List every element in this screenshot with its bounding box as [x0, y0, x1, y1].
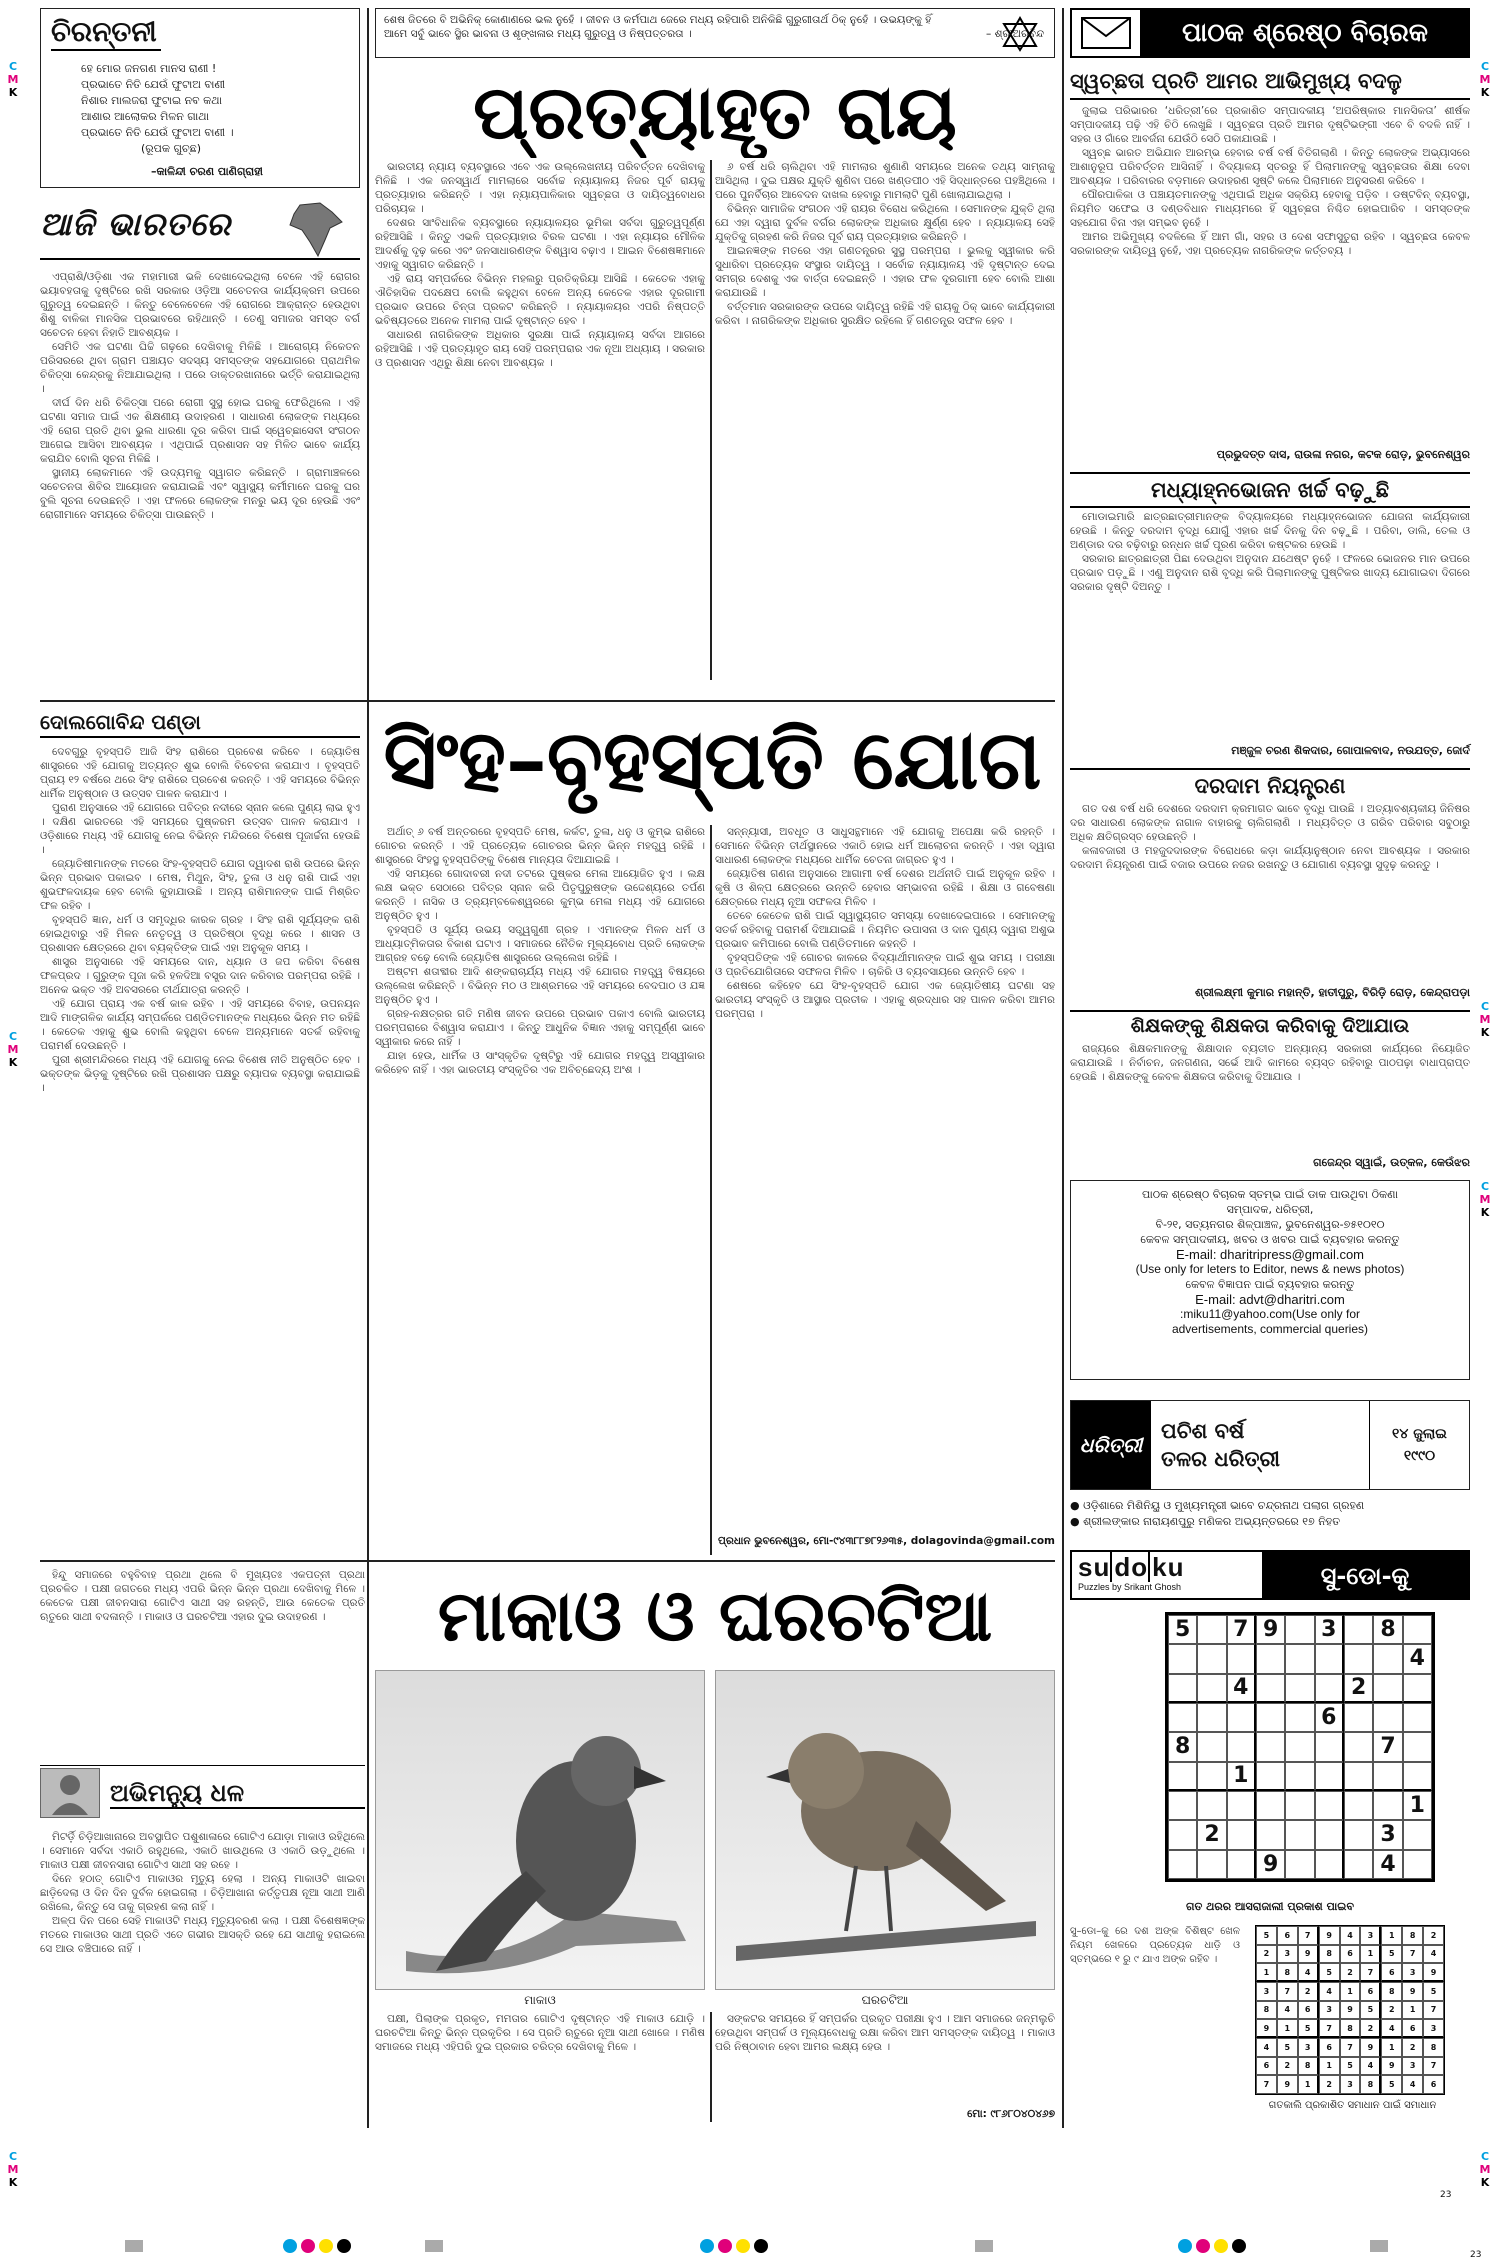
bottom-story-headline: ମାକାଓ ଓ ଘରଚଟିଆ — [437, 1574, 993, 1657]
sudoku-cell[interactable] — [1403, 1850, 1432, 1879]
answer-cell: 8 — [1423, 2038, 1444, 2057]
magenta-dot — [301, 2239, 315, 2253]
answer-cell: 1 — [1381, 1926, 1402, 1945]
contact-line: ପାଠକ ଶ୍ରେଷ୍ଠ ବିଚାରକ ସ୍ତମ୍ଭ ପାଇଁ ଡାକ ପାଉଥିବା ଠିକଣା — [1142, 1188, 1398, 1201]
answer-cell: 2 — [1319, 2075, 1340, 2094]
answer-cell: 7 — [1340, 2038, 1361, 2057]
pachisha-box — [1070, 1400, 1470, 1490]
answer-cell: 7 — [1360, 1963, 1381, 1982]
adv-line: କେବଳ ବିଜ୍ଞାପନ ପାଇଁ ବ୍ୟବହାର କରନ୍ତୁ — [1185, 1278, 1355, 1291]
sudoku-cell[interactable] — [1256, 1791, 1285, 1820]
answer-cell: 9 — [1423, 1963, 1444, 1982]
sudoku-cell[interactable] — [1285, 1732, 1314, 1761]
cyan-dot — [283, 2239, 297, 2253]
sudoku-brand-sub: Puzzles by Srikant Ghosh — [1078, 1582, 1182, 1592]
sudoku-cell[interactable] — [1285, 1674, 1314, 1703]
editorial-col-1: ଭାରତୀୟ ନ୍ୟାୟ ବ୍ୟବସ୍ଥାରେ ଏବେ ଏକ ଉଲ୍ଲେଖନୀୟ ପରିବର୍ତ୍ତନ ଦେଖିବାକୁ ମିଳିଛି । ଏକ ଜନସ୍ୱାର୍ଥ ମାମଲାରେ ସର୍ବୋଚ୍ଚ ନ୍ୟାୟାଳୟ ନିଜର ପୂର୍ବ ରାୟକୁ ପ୍ରତ୍ୟାହାର କରିଛନ୍ତି । ଏହା ନ୍ୟାୟପାଳିକାର ସ୍ୱଚ୍ଛତା ଓ ଦାୟିତ୍ୱବୋଧର ପରିଚାୟକ । ଦେଶର ସାଂବିଧାନିକ ବ୍ୟବସ୍ଥାରେ ନ୍ୟାୟାଳୟର ଭୂମିକା ସର୍ବଦା ଗୁରୁତ୍ୱପୂର୍ଣ୍ଣ ରହିଆସିଛି । କିନ୍ତୁ ଏଭଳି ପ୍ରତ୍ୟାହାର ବିରଳ ଘଟଣା । ଏହା ନ୍ୟାୟର ମୌଳିକ ଆଦର୍ଶକୁ ଦୃଢ଼ କରେ ଏବଂ ଜନସାଧାରଣଙ୍କ ବିଶ୍ୱାସ ବଢ଼ାଏ । ଆଇନ ବିଶେଷଜ୍ଞମାନେ ଏହାକୁ ସ୍ୱାଗତ କରିଛନ୍ତି । ଏହି ରାୟ ସମ୍ପର୍କରେ ବିଭିନ୍ନ ମହଲରୁ ପ୍ରତିକ୍ରିୟା ଆସିଛି । କେତେକ ଏହାକୁ ଐତିହାସିକ ପଦକ୍ଷେପ ବୋଲି କହୁଥିବା ବେଳେ ଅନ୍ୟ କେତେକ ଏହାର ଦୂରଗାମୀ ପ୍ରଭାବ ଉପରେ ଚିନ୍ତା ପ୍ରକଟ କରିଛନ୍ତି । ନ୍ୟାୟାଳୟର ଏପରି ନିଷ୍ପତ୍ତି ଭବିଷ୍ୟତରେ ଅନେକ ମାମଲା ପାଇଁ ଦୃଷ୍ଟାନ୍ତ ହେବ । ସାଧାରଣ ନାଗରିକଙ୍କ ଅଧିକାର ସୁରକ୍ଷା ପାଇଁ ନ୍ୟାୟାଳୟ ସର୍ବଦା ଆଗରେ ରହିଆସିଛି । ଏହି ପ୍ରତ୍ୟାହୃତ ରାୟ ସେହି ପରମ୍ପରାର ଏକ ନୂଆ ଅଧ୍ୟାୟ । ସରକାର ଓ ପ୍ରଶାସନ ଏଥିରୁ ଶିକ୍ଷା ନେବା ଆବଶ୍ୟକ । — [375, 161, 705, 369]
yellow-dot — [736, 2239, 750, 2253]
answer-cell: 3 — [1360, 1926, 1381, 1945]
answer-cell: 4 — [1340, 1926, 1361, 1945]
india-map-icon — [280, 200, 350, 260]
sudoku-cell[interactable] — [1285, 1644, 1314, 1673]
answer-cell: 9 — [1402, 1982, 1423, 2001]
sudoku-cell[interactable] — [1197, 1674, 1226, 1703]
answer-cell: 8 — [1277, 1963, 1298, 1982]
article2-sign: ମଞ୍ଜୁଳ ଚରଣ ଶିକଦାର, ଗୋପାଳବାଦ, ନଉଯତ୍ତ, ଜୋର୍ଦ — [1231, 744, 1470, 757]
sudoku-cell[interactable] — [1168, 1762, 1197, 1791]
sudoku-cell[interactable] — [1197, 1850, 1226, 1879]
sudoku-cell[interactable]: 1 — [1403, 1791, 1432, 1820]
star-emblem-icon — [1000, 14, 1040, 54]
answer-cell: 2 — [1402, 2038, 1423, 2057]
sudoku-cell[interactable]: 9 — [1256, 1850, 1285, 1879]
chirantani-title: ଚିରନ୍ତନୀ — [51, 15, 161, 51]
sudoku-cell[interactable]: 5 — [1168, 1615, 1197, 1644]
sudoku-rules — [1070, 1925, 1240, 2115]
sudoku-cell[interactable] — [1168, 1674, 1197, 1703]
sudoku-cell[interactable] — [1168, 1791, 1197, 1820]
sudoku-cell[interactable] — [1373, 1644, 1402, 1673]
sudoku-brand — [1078, 1552, 1262, 1582]
poem-line: ପ୍ରଭାତେ ନିତି ଯେଉଁ ଫୁଟାଅ ବାଣୀ । — [81, 126, 234, 139]
sudoku-cell[interactable] — [1168, 1820, 1197, 1849]
answer-cell: 9 — [1298, 1945, 1319, 1964]
answer-cell: 4 — [1298, 1963, 1319, 1982]
poem-line: ହେ ମୋର ଜନଗଣ ମାନସ ରାଣୀ ! — [81, 62, 217, 75]
sudoku-cell[interactable] — [1344, 1644, 1373, 1673]
sudoku-cell[interactable] — [1256, 1732, 1285, 1761]
left-story-headline: ସିଂହ–ବୃହସ୍ପତି ଯୋଗ — [383, 712, 1042, 808]
pathaka-title: ପାଠକ ଶ୍ରେଷ୍ଠ ବିଚାରକ — [1142, 10, 1468, 56]
sudoku-cell[interactable] — [1344, 1850, 1373, 1879]
left-story-col-1: ଦେବଗୁରୁ ବୃହସ୍ପତି ଆଜି ସିଂହ ରାଶିରେ ପ୍ରବେଶ କରିବେ । ଜ୍ୟୋତିଷ ଶାସ୍ତ୍ରରେ ଏହି ଯୋଗକୁ ଅତ୍ୟନ୍ତ ଶୁଭ ବୋଲି ବିବେଚନା କରାଯାଏ । ବୃହସ୍ପତି ପ୍ରାୟ ୧୨ ବର୍ଷରେ ଥରେ ସିଂହ ରାଶିରେ ପ୍ରବେଶ କରନ୍ତି । ଏହି ସମୟରେ ବିଭିନ୍ନ ଧାର୍ମିକ ଅନୁଷ୍ଠାନ ଓ ଉତ୍ସବ ପାଳନ କରାଯାଏ । ପୁରାଣ ଅନୁସାରେ ଏହି ଯୋଗରେ ପବିତ୍ର ନଦୀରେ ସ୍ନାନ କଲେ ପୁଣ୍ୟ ଲାଭ ହୁଏ । ଦକ୍ଷିଣ ଭାରତରେ ଏହି ସମୟରେ ପୁଷ୍କରମ ଉତ୍ସବ ପାଳନ କରାଯାଏ । ଓଡ଼ିଶାରେ ମଧ୍ୟ ଏହି ଯୋଗକୁ ନେଇ ବିଭିନ୍ନ ମନ୍ଦିରରେ ବିଶେଷ ପୂଜାର୍ଚ୍ଚନା ହେଉଛି । ଜ୍ୟୋତିଷୀମାନଙ୍କ ମତରେ ସିଂହ-ବୃହସ୍ପତି ଯୋଗ ଦ୍ୱାଦଶ ରାଶି ଉପରେ ଭିନ୍ନ ଭିନ୍ନ ପ୍ରଭାବ ପକାଇବ । ମେଷ, ମିଥୁନ, ସିଂହ, ତୁଳା ଓ ଧନୁ ରାଶି ପାଇଁ ଏହା ଶୁଭଫଳଦାୟକ ହେବ ବୋଲି କୁହାଯାଉଛି । ଅନ୍ୟ ରାଶିମାନଙ୍କ ପାଇଁ ମିଶ୍ରିତ ଫଳ ରହିବ । ବୃହସ୍ପତି ଜ୍ଞାନ, ଧର୍ମ ଓ ସମୃଦ୍ଧିର କାରକ ଗ୍ରହ । ସିଂହ ରାଶି ସୂର୍ଯ୍ୟଙ୍କ ରାଶି ହୋଇଥିବାରୁ ଏହି ମିଳନ ନେତୃତ୍ୱ ଓ ପ୍ରତିଷ୍ଠା ବୃଦ୍ଧି କରେ । ଶାସନ ଓ ପ୍ରଶାସନ କ୍ଷେତ୍ରରେ ଥିବା ବ୍ୟକ୍ତିଙ୍କ ପାଇଁ ଏହା ଅନୁକୂଳ ସମୟ । ଶାସ୍ତ୍ର ଅନୁସାରେ ଏହି ସମୟରେ ଦାନ, ଧ୍ୟାନ ଓ ଜପ କରିବା ବିଶେଷ ଫଳପ୍ରଦ । ଗୁରୁଙ୍କ ପୂଜା କରି ହଳଦିଆ ବସ୍ତ୍ର ଦାନ କରିବାର ପରମ୍ପରା ରହିଛି । ଅନେକ ଭକ୍ତ ଏହି ଅବସରରେ ତୀର୍ଥଯାତ୍ରା କରନ୍ତି । ଏହି ଯୋଗ ପ୍ରାୟ ଏକ ବର୍ଷ କାଳ ରହିବ । ଏହି ସମୟରେ ବିବାହ, ଉପନୟନ ଆଦି ମାଙ୍ଗଳିକ କାର୍ଯ୍ୟ ସମ୍ପର୍କରେ ପଣ୍ଡିତମାନଙ୍କ ମଧ୍ୟରେ ଭିନ୍ନ ମତ ରହିଛି । କେତେକ ଏହାକୁ ଶୁଭ ବୋଲି କହୁଥିବା ବେଳେ ଅନ୍ୟମାନେ ସତର୍କ ରହିବାକୁ ପରାମର୍ଶ ଦେଉଛନ୍ତି । ପୁରୀ ଶ୍ରୀମନ୍ଦିରରେ ମଧ୍ୟ ଏହି ଯୋଗକୁ ନେଇ ବିଶେଷ ନୀତି ଅନୁଷ୍ଠିତ ହେବ । ଭକ୍ତଙ୍କ ଭିଡ଼କୁ ଦୃଷ୍ଟିରେ ରଖି ପ୍ରଶାସନ ପକ୍ଷରୁ ବ୍ୟାପକ ବ୍ୟବସ୍ଥା କରାଯାଇଛି । — [40, 746, 360, 1094]
sudoku-cell[interactable]: 8 — [1168, 1732, 1197, 1761]
sudoku-cell[interactable] — [1315, 1644, 1344, 1673]
aji-bharat-text: ଆଜି ଭାରତରେ — [40, 205, 232, 243]
article2-body: ମୋଡାଇମାରି ଛାତ୍ରଛାତ୍ରୀମାନଙ୍କ ବିଦ୍ୟାଳୟରେ ମଧ୍ୟାହ୍ନଭୋଜନ ଯୋଜନା କାର୍ଯ୍ୟକାରୀ ହେଉଛି । କିନ୍ତୁ ଦରଦାମ ବୃଦ୍ଧି ଯୋଗୁଁ ଏହାର ଖର୍ଚ୍ଚ ଦିନକୁ ଦିନ ବଢ଼ୁଛି । ପରିବା, ଡାଲି, ତେଲ ଓ ଅଣ୍ଡାର ଦର ବଢ଼ିବାରୁ ରନ୍ଧନ ଖର୍ଚ୍ଚ ପୂରଣ କରିବା କଷ୍ଟକର ହେଉଛି । ସରକାର ଛାତ୍ରଛାତ୍ରୀ ପିଛା ଦେଉଥିବା ଅନୁଦାନ ଯଥେଷ୍ଟ ନୁହେଁ । ଫଳରେ ଭୋଜନର ମାନ ଉପରେ ପ୍ରଭାବ ପଡ଼ୁଛି । ଏଣୁ ଅନୁଦାନ ରାଶି ବୃଦ୍ଧି କରି ପିଲାମାନଙ୍କୁ ପୁଷ୍ଟିକର ଖାଦ୍ୟ ଯୋଗାଇବା ଦିଗରେ ସରକାର ଦୃଷ୍ଟି ଦିଅନ୍ତୁ । — [1070, 511, 1470, 593]
sudoku-cell[interactable]: 7 — [1227, 1615, 1256, 1644]
page-number-corner: 23 — [1470, 2250, 1482, 2260]
sudoku-cell[interactable] — [1256, 1644, 1285, 1673]
reg-mark-left-bottom: C M K — [7, 2150, 19, 2189]
sudoku-cell[interactable] — [1285, 1820, 1314, 1849]
answer-cell: 8 — [1381, 1982, 1402, 2001]
sudoku-cell[interactable]: 2 — [1197, 1820, 1226, 1849]
article1-sign: ପ୍ରଭୁଦତ୍ତ ଦାସ, ରାଉଳା ନଗର, କଟକ ରୋଡ଼, ଭୁବନେଶ୍ୱର — [1216, 448, 1470, 461]
sudoku-cell[interactable] — [1227, 1732, 1256, 1761]
answer-cell: 1 — [1319, 2057, 1340, 2076]
answer-cell: 6 — [1423, 2075, 1444, 2094]
answer-cell: 9 — [1256, 2019, 1277, 2038]
sudoku-cell[interactable] — [1197, 1732, 1226, 1761]
email-yahoo-note: advertisements, commercial queries) — [1171, 1322, 1369, 1336]
contact-line: ବି-୨୧, ସତ୍ୟନଗର ଶିଳ୍ପାଞ୍ଚଳ, ଭୁବନେଶ୍ୱର-୭୫୧୦୧୦ — [1155, 1218, 1385, 1231]
sudoku-cell[interactable] — [1344, 1820, 1373, 1849]
answer-cell: 4 — [1402, 2075, 1423, 2094]
sudoku-cell[interactable] — [1285, 1762, 1314, 1791]
aji-bharat-logo — [40, 205, 360, 260]
sudoku-cell[interactable]: 7 — [1373, 1732, 1402, 1761]
bullet-text: ଓଡ଼ିଶାରେ ମିଶିନିୟୁ ଓ ମୁଖ୍ୟମନ୍ତ୍ରୀ ଭାବେ ଚନ୍ଦ୍ରନାଥ ପଲାଗ ଗ୍ରହଣ — [1083, 1499, 1365, 1512]
answer-cell: 9 — [1381, 2057, 1402, 2076]
sudoku-odia-title: ସୁ-ଡୋ-କୁ — [1262, 1552, 1468, 1598]
left-story-col-3: ସନ୍ନ୍ୟାସୀ, ଅବଧୂତ ଓ ସାଧୁସନ୍ଥମାନେ ଏହି ଯୋଗକୁ ଅପେକ୍ଷା କରି ରହନ୍ତି । ସେମାନେ ବିଭିନ୍ନ ତୀର୍ଥସ୍ଥାନରେ ଏକାଠି ହୋଇ ଧର୍ମ ଆଲୋଚନା କରନ୍ତି । ଏହା ଦ୍ୱାରା ସାଧାରଣ ଲୋକଙ୍କ ମଧ୍ୟରେ ଧାର୍ମିକ ଚେତନା ଜାଗ୍ରତ ହୁଏ । ଜ୍ୟୋତିଷ ଗଣନା ଅନୁସାରେ ଆଗାମୀ ବର୍ଷ ଦେଶର ଅର୍ଥନୀତି ପାଇଁ ଅନୁକୂଳ ରହିବ । କୃଷି ଓ ଶିଳ୍ପ କ୍ଷେତ୍ରରେ ଉନ୍ନତି ହେବାର ସମ୍ଭାବନା ରହିଛି । ଶିକ୍ଷା ଓ ଗବେଷଣା କ୍ଷେତ୍ରରେ ମଧ୍ୟ ନୂଆ ସଫଳତା ମିଳିବ । ତେବେ କେତେକ ରାଶି ପାଇଁ ସ୍ୱାସ୍ଥ୍ୟଗତ ସମସ୍ୟା ଦେଖାଦେଇପାରେ । ସେମାନଙ୍କୁ ସତର୍କ ରହିବାକୁ ପରାମର୍ଶ ଦିଆଯାଇଛି । ନିୟମିତ ଉପାସନା ଓ ଦାନ ପୁଣ୍ୟ ଦ୍ୱାରା ଅଶୁଭ ପ୍ରଭାବ କମିପାରେ ବୋଲି ପଣ୍ଡିତମାନେ କହନ୍ତି । ବୃହସ୍ପତିଙ୍କ ଏହି ଗୋଚର କାଳରେ ବିଦ୍ୟାର୍ଥୀମାନଙ୍କ ପାଇଁ ଶୁଭ ସମୟ । ପରୀକ୍ଷା ଓ ପ୍ରତିଯୋଗିତାରେ ସଫଳତା ମିଳିବ । ଚାକିରି ଓ ବ୍ୟବସାୟରେ ଉନ୍ନତି ହେବ । ଶେଷରେ କହିହେବ ଯେ ସିଂହ-ବୃହସ୍ପତି ଯୋଗ ଏକ ଜ୍ୟୋତିଷୀୟ ଘଟଣା ସହ ଭାରତୀୟ ସଂସ୍କୃତି ଓ ଆସ୍ଥାର ପ୍ରତୀକ । ଏହାକୁ ଶ୍ରଦ୍ଧାର ସହ ପାଳନ କରିବା ଆମର ପରମ୍ପରା । — [715, 826, 1055, 1020]
sudoku-cell[interactable]: 4 — [1373, 1850, 1402, 1879]
email-yahoo[interactable]: :miku11@yahoo.com(Use only for — [1179, 1307, 1361, 1321]
gray-swatch — [975, 2240, 993, 2252]
brand-ku: ku — [1148, 1552, 1184, 1582]
answer-cell: 1 — [1277, 2019, 1298, 2038]
article4-body: ରାଜ୍ୟରେ ଶିକ୍ଷକମାନଙ୍କୁ ଶିକ୍ଷାଦାନ ବ୍ୟତୀତ ଅନ୍ୟାନ୍ୟ ସରକାରୀ କାର୍ଯ୍ୟରେ ନିୟୋଜିତ କରାଯାଉଛି । ନିର୍ବାଚନ, ଜନଗଣନା, ସର୍ଭେ ଆଦି କାମରେ ବ୍ୟସ୍ତ ରହିବାରୁ ପାଠପଢ଼ା ବାଧାପ୍ରାପ୍ତ ହେଉଛି । ଶିକ୍ଷକଙ୍କୁ କେବଳ ଶିକ୍ଷକତା କରିବାକୁ ଦିଆଯାଉ । — [1070, 1043, 1470, 1083]
sudoku-cell[interactable] — [1197, 1762, 1226, 1791]
sudoku-cell[interactable] — [1227, 1791, 1256, 1820]
answer-cell: 5 — [1277, 2038, 1298, 2057]
answer-cell: 4 — [1423, 1945, 1444, 1964]
magenta-dot — [1196, 2239, 1210, 2253]
sudoku-cell[interactable]: 1 — [1227, 1762, 1256, 1791]
answer-cell: 2 — [1423, 1926, 1444, 1945]
sudoku-cell[interactable] — [1403, 1674, 1432, 1703]
black-dot — [1232, 2239, 1246, 2253]
quote-author: – ଶ୍ରୀଅରବିନ୍ଦ — [986, 28, 1044, 40]
sudoku-cell[interactable]: 2 — [1344, 1674, 1373, 1703]
answer-cell: 3 — [1319, 2001, 1340, 2020]
sudoku-cell[interactable] — [1256, 1703, 1285, 1732]
pachisha-line2: ତଳର ଧରିତ୍ରୀ — [1161, 1446, 1280, 1471]
bullet-item: ● ଓଡ଼ିଶାରେ ମିଶିନିୟୁ ଓ ମୁଖ୍ୟମନ୍ତ୍ରୀ ଭାବେ ଚନ୍ଦ୍ରନାଥ ପଲାଗ ଗ୍ରହଣ — [1070, 1499, 1365, 1512]
cyan-dot — [1178, 2239, 1192, 2253]
answer-cell: 5 — [1319, 1963, 1340, 1982]
answer-cell: 2 — [1277, 2057, 1298, 2076]
sudoku-grid[interactable] — [1165, 1612, 1435, 1882]
poem-author: –କାଳିନ୍ଦୀ ଚରଣ ପାଣିଗ୍ରାହୀ — [151, 165, 263, 178]
chirantani-box — [40, 8, 360, 188]
answer-cell: 3 — [1340, 2075, 1361, 2094]
answer-cell: 8 — [1319, 1945, 1340, 1964]
article1-title: ସ୍ୱଚ୍ଛତା ପ୍ରତି ଆମର ଆଭିମୁଖ୍ୟ ବଦଳୁ — [1070, 68, 1470, 100]
answer-cell: 5 — [1256, 1926, 1277, 1945]
answer-cell: 3 — [1256, 1982, 1277, 2001]
answer-cell: 9 — [1319, 1926, 1340, 1945]
article4-title: ଶିକ୍ଷକଙ୍କୁ ଶିକ୍ଷକତା କରିବାକୁ ଦିଆଯାଉ — [1070, 1010, 1470, 1040]
sudoku-answer-grid — [1255, 1925, 1445, 2095]
left-story-byline: ଦୋଲଗୋବିନ୍ଦ ପଣ୍ଡା — [40, 710, 360, 738]
quote-text: ଶେଷ ଜିତରେ ବି ଅଭିନିକ୍ କୋଣାଣରେ ଭଲ ନୁହେଁ । ଜୀବନ ଓ କର୍ମପାଥ ଜେରେ ମଧ୍ୟ ରହିପାରି ଅନିକିଛି ଗୁରୁଗୀତାର୍ଥ ଠିକ୍ ନୁହେଁ । ଉଭୟଙ୍କୁ ହିଁ ଆମେ ସବୁଁ ଭାବେ ସ୍ଥିର ଭାବନା ଓ ଶୃଙ୍ଖଳାର ମଧ୍ୟ ଗୁରୁତ୍ୱ ଓ ନିଷ୍ପତ୍ତରତା । — [384, 14, 932, 40]
sudoku-cell[interactable] — [1285, 1615, 1314, 1644]
answer-cell: 4 — [1256, 2038, 1277, 2057]
sudoku-cell[interactable] — [1403, 1732, 1432, 1761]
sudoku-cell[interactable] — [1168, 1703, 1197, 1732]
sparrow-photo — [715, 1670, 1055, 1990]
answer-cell: 2 — [1340, 1963, 1361, 1982]
answer-cell: 1 — [1402, 2001, 1423, 2020]
answer-cell: 1 — [1381, 2038, 1402, 2057]
aji-bharat-body: ଏପ୍ରାଶି/ଓଡ଼ିଶା ଏକ ମହାମାରୀ ଭଳି ଦେଖାଦେଇଥିଲା ବେଳେ ଏହି ରୋଗର ଭୟାବହତାକୁ ଦୃଷ୍ଟିରେ ରଖି ସରକାର ଓଡ଼ିଆ ସଚେତନତା କାର୍ଯ୍ୟକ୍ରମ ଉପରେ ଗୁରୁତ୍ୱ ଦେଇଛନ୍ତି । କିନ୍ତୁ ବେଳେବେଳେ ଏହି ରୋଗରେ ଆକ୍ରାନ୍ତ ହେଉଥିବା ଶିଶୁ ବାଳିକା ମାନସିକ ପ୍ରଭାବରେ ରହିଥାନ୍ତି । ତେଣୁ ସମାଜର ସମସ୍ତ ବର୍ଗ ସଚେତନ ହେବା ନିହାତି ଆବଶ୍ୟକ । ସେମିତି ଏକ ଘଟଣା ଘିଚ୍ଚି ଗଢ଼ରେ ଦେଖିବାକୁ ମିଳିଛି । ଆରୋଗ୍ୟ ନିକେତନ ପରିସରରେ ଥିବା ଗ୍ରାମ ପଞ୍ଚାୟତ ସଦସ୍ୟ ସମସ୍ତଙ୍କ ସହଯୋଗରେ ପ୍ରାଥମିକ ଚିକିତ୍ସା କେନ୍ଦ୍ରକୁ ନିଆଯାଇଥିଲା । ପରେ ଡାକ୍ତରଖାନାରେ ଭର୍ତ୍ତି କରାଯାଇଥିଲା । ଦୀର୍ଘ ଦିନ ଧରି ଚିକିତ୍ସା ପରେ ରୋଗୀ ସୁସ୍ଥ ହୋଇ ଘରକୁ ଫେରିଥିଲେ । ଏହି ଘଟଣା ସମାଜ ପାଇଁ ଏକ ଶିକ୍ଷଣୀୟ ଉଦାହରଣ । ସାଧାରଣ ଲୋକଙ୍କ ମଧ୍ୟରେ ଏହି ରୋଗ ପ୍ରତି ଥିବା ଭୁଲ ଧାରଣା ଦୂର କରିବା ପାଇଁ ସ୍ୱେଚ୍ଛାସେବୀ ସଂଗଠନ ଆଗେଇ ଆସିବା ଆବଶ୍ୟକ । ଏଥିପାଇଁ ପ୍ରଶାସନ ସହ ମିଳିତ ଭାବେ କାର୍ଯ୍ୟ କରାଯିବ ବୋଲି ସୂଚନା ମିଳିଛି । ସ୍ଥାନୀୟ ଲୋକମାନେ ଏହି ଉଦ୍ୟମକୁ ସ୍ୱାଗତ କରିଛନ୍ତି । ଗ୍ରାମାଞ୍ଚଳରେ ସଚେତନତା ଶିବିର ଆୟୋଜନ କରାଯାଇଛି ଏବଂ ସ୍ୱାସ୍ଥ୍ୟ କର୍ମୀମାନେ ଘରକୁ ଘର ବୁଲି ସୂଚନା ଦେଉଛନ୍ତି । ଏହା ଫଳରେ ଲୋକଙ୍କ ମନରୁ ଭୟ ଦୂର ହେଉଛି ଏବଂ ରୋଗୀମାନେ ସମୟରେ ଚିକିତ୍ସା ପାଉଛନ୍ତି । — [40, 271, 360, 521]
left-story-contact: ପ୍ରଧାନ ଭୁବନେଶ୍ୱର, ମୋ-୯୪୩୮୮୭୮୨୬୩୫, dolagovinda@gmail.com — [718, 1535, 1055, 1547]
answer-cell: 7 — [1319, 2019, 1340, 2038]
answer-cell: 8 — [1360, 2075, 1381, 2094]
pachisha-line1: ପଚିଶ ବର୍ଷ — [1161, 1418, 1245, 1443]
article2-title: ମଧ୍ୟାହ୍ନଭୋଜନ ଖର୍ଚ୍ଚ ବଢ଼ୁଛି — [1070, 472, 1470, 508]
macaw-caption: ମାକାଓ — [524, 1993, 556, 2007]
answer-cell: 5 — [1381, 1945, 1402, 1964]
answer-cell: 7 — [1277, 1982, 1298, 2001]
editorial-col-2: ୬ ବର୍ଷ ଧରି ଚାଲିଥିବା ଏହି ମାମଲାର ଶୁଣାଣି ସମୟରେ ଅନେକ ତଥ୍ୟ ସାମ୍ନାକୁ ଆସିଥିଲା । ଦୁଇ ପକ୍ଷର ଯୁକ୍ତି ଶୁଣିବା ପରେ ଖଣ୍ଡପୀଠ ଏହି ସିଦ୍ଧାନ୍ତରେ ପହଞ୍ଚିଥିଲେ । ପରେ ପୁନର୍ବିଚାର ଆବେଦନ ଦାଖଲ ହେବାରୁ ମାମଲାଟି ପୁଣି ଖୋଲାଯାଇଥିଲା । ବିଭିନ୍ନ ସାମାଜିକ ସଂଗଠନ ଏହି ରାୟର ବିରୋଧ କରିଥିଲେ । ସେମାନଙ୍କ ଯୁକ୍ତି ଥିଲା ଯେ ଏହା ଦ୍ୱାରା ଦୁର୍ବଳ ବର୍ଗର ଲୋକଙ୍କ ଅଧିକାର କ୍ଷୁର୍ଣ୍ଣ ହେବ । ନ୍ୟାୟାଳୟ ସେହି ଯୁକ୍ତିକୁ ଗ୍ରହଣ କରି ନିଜର ପୂର୍ବ ରାୟ ପ୍ରତ୍ୟାହାର କରିଛନ୍ତି । ଆଇନଜ୍ଞଙ୍କ ମତରେ ଏହା ଗଣତନ୍ତ୍ରର ସୁସ୍ଥ ପରମ୍ପରା । ଭୁଲକୁ ସ୍ୱୀକାର କରି ସୁଧାରିବା ପ୍ରତ୍ୟେକ ସଂସ୍ଥାର ଦାୟିତ୍ୱ । ସର୍ବୋଚ୍ଚ ନ୍ୟାୟାଳୟ ଏହି ଦୃଷ୍ଟାନ୍ତ ଦେଇ ସମଗ୍ର ଦେଶକୁ ଏକ ବାର୍ତ୍ତା ଦେଇଛନ୍ତି । ଏହାର ଫଳ ଦୂରଗାମୀ ହେବ ବୋଲି ଆଶା କରାଯାଉଛି । ବର୍ତ୍ତମାନ ସରକାରଙ୍କ ଉପରେ ଦାୟିତ୍ୱ ରହିଛି ଏହି ରାୟକୁ ଠିକ୍ ଭାବେ କାର୍ଯ୍ୟକାରୀ କରିବା । ନାଗରିକଙ୍କ ଅଧିକାର ସୁରକ୍ଷିତ ରହିଲେ ହିଁ ଗଣତନ୍ତ୍ର ସଫଳ ହେବ । — [715, 161, 1055, 327]
sudoku-cell[interactable] — [1168, 1644, 1197, 1673]
pachisha-year: ୧୯୯୦ — [1403, 1448, 1436, 1464]
answer-cell: 4 — [1319, 1982, 1340, 2001]
sudoku-cell[interactable] — [1256, 1820, 1285, 1849]
answer-cell: 3 — [1423, 2019, 1444, 2038]
sudoku-cell[interactable]: 3 — [1373, 1820, 1402, 1849]
answer-cell: 1 — [1256, 1963, 1277, 1982]
bottom-story-col-2: ପକ୍ଷୀ, ପିଲାଙ୍କ ପ୍ରକୃତ, ମମତାର ଗୋଟିଏ ଦୃଷ୍ଟାନ୍ତ ଏହି ମାକାଓ ଯୋଡ଼ି । ଘରଚଟିଆ କିନ୍ତୁ ଭିନ୍ନ ପ୍ରକୃତିର । ସେ ପ୍ରତି ଋତୁରେ ନୂଆ ସାଥୀ ଖୋଜେ । ମଣିଷ ସମାଜରେ ମଧ୍ୟ ଏହିପରି ଦୁଇ ପ୍ରକାର ଚରିତ୍ର ଦେଖିବାକୁ ମିଳେ । — [375, 2013, 705, 2053]
sudoku-cell[interactable] — [1373, 1762, 1402, 1791]
sudoku-cell[interactable] — [1285, 1850, 1314, 1879]
answer-cell: 2 — [1298, 1982, 1319, 2001]
answer-cell: 9 — [1360, 2038, 1381, 2057]
article1-body: ଜୁଲାଇ ପରିଭାରର ‘ଧରିତ୍ରୀ’ରେ ପ୍ରକାଶିତ ସମ୍ପାଦକୀୟ ‘ଅପରିଷ୍କାର ମାନସିକତା’ ଶୀର୍ଷକ ସମ୍ପାଦକୀୟ ପଢ଼ି ଏହି ଚିଠି ଲେଖୁଛି । ସ୍ୱଚ୍ଛତା ପ୍ରତି ଆମର ଦୃଷ୍ଟିଭଙ୍ଗୀ ଏବେ ବି ବଦଳି ନାହିଁ । ସହର ଓ ଗାଁରେ ଆବର୍ଜନା ଯେଉଁଠି ସେଠି ପକାଯାଉଛି । ସ୍ୱଚ୍ଛ ଭାରତ ଅଭିଯାନ ଆରମ୍ଭ ହେବାର ବର୍ଷ ବର୍ଷ ବିତିଗଲାଣି । କିନ୍ତୁ ଲୋକଙ୍କ ଅଭ୍ୟାସରେ ଆଶାନୁରୂପ ପରିବର୍ତ୍ତନ ଆସିନାହିଁ । ବିଦ୍ୟାଳୟ ସ୍ତରରୁ ହିଁ ପିଲାମାନଙ୍କୁ ସ୍ୱଚ୍ଛତାର ଶିକ୍ଷା ଦେବା ଆବଶ୍ୟକ । ପରିବାରର ବଡ଼ମାନେ ଉଦାହରଣ ସୃଷ୍ଟି କଲେ ପିଲାମାନେ ଅନୁସରଣ କରିବେ । ପୌରପାଳିକା ଓ ପଞ୍ଚାୟତମାନଙ୍କୁ ଏଥିପାଇଁ ଅଧିକ ସକ୍ରିୟ ହେବାକୁ ପଡ଼ିବ । ଡଷ୍ଟବିନ୍ ବ୍ୟବସ୍ଥା, ନିୟମିତ ସଫେଇ ଓ ଦଣ୍ଡବିଧାନ ମାଧ୍ୟମରେ ହିଁ ସ୍ୱଚ୍ଛତା ନିଶ୍ଚିତ ହୋଇପାରିବ । ସମସ୍ତଙ୍କ ସହଯୋଗ ବିନା ଏହା ସମ୍ଭବ ନୁହେଁ । ଆମର ଅଭିମୁଖ୍ୟ ବଦଳିଲେ ହିଁ ଆମ ଗାଁ, ସହର ଓ ଦେଶ ସଫାସୁତୁରା ରହିବ । ସ୍ୱଚ୍ଛତା କେବଳ ସରକାରଙ୍କ ଦାୟିତ୍ୱ ନୁହେଁ, ଏହା ପ୍ରତ୍ୟେକ ନାଗରିକଙ୍କ କର୍ତ୍ତବ୍ୟ । — [1070, 105, 1470, 257]
bottom-story-intro: ହିନ୍ଦୁ ସମାଜରେ ବହୁବିବାହ ପ୍ରଥା ଥିଲେ ବି ମୁଖ୍ୟତଃ ଏକପତ୍ନୀ ପ୍ରଥା ପ୍ରଚଳିତ । ପକ୍ଷୀ ଜଗତରେ ମଧ୍ୟ ଏପରି ଭିନ୍ନ ଭିନ୍ନ ପ୍ରଥା ଦେଖିବାକୁ ମିଳେ । କେତେକ ପକ୍ଷୀ ଜୀବନସାରା ଗୋଟିଏ ସାଥୀ ସହ ରହନ୍ତି, ଆଉ କେତେକ ପ୍ରତି ଋତୁରେ ସାଥୀ ବଦଳାନ୍ତି । ମାକାଓ ଓ ଘରଚଟିଆ ଏହାର ଦୁଇ ଉଦାହରଣ । — [40, 1569, 365, 1623]
sudoku-cell[interactable] — [1197, 1615, 1226, 1644]
bottom-story-author: ଅଭିମନ୍ୟୁ ଧଳ — [110, 1778, 365, 1809]
answer-cell: 2 — [1360, 2019, 1381, 2038]
sudoku-cell[interactable] — [1373, 1674, 1402, 1703]
author-box — [40, 1765, 365, 1820]
gray-swatch — [1370, 2240, 1388, 2252]
article4-sign: ଗଜେନ୍ଦ୍ର ସ୍ୱାଇଁ, ଉତ୍କଳ, କେଉଁଝର — [1313, 1156, 1470, 1169]
answer-cell: 6 — [1340, 1945, 1361, 1964]
author-photo — [40, 1768, 100, 1818]
sudoku-cell[interactable] — [1315, 1762, 1344, 1791]
answer-cell: 4 — [1277, 2001, 1298, 2020]
answer-cell: 6 — [1298, 2001, 1319, 2020]
answer-cell: 8 — [1298, 2057, 1319, 2076]
macaw-photo — [375, 1670, 705, 1990]
sudoku-cell[interactable] — [1315, 1674, 1344, 1703]
bullet-text: ଶ୍ରୀଲଙ୍କାର ନାରାୟଣପୁରୁ ମଣିକର ଅଭ୍ୟନ୍ତରରେ ୧୭ ନିହତ — [1083, 1515, 1341, 1528]
answer-cell: 9 — [1340, 2001, 1361, 2020]
sudoku-cell[interactable] — [1227, 1703, 1256, 1732]
sudoku-cell[interactable] — [1373, 1703, 1402, 1732]
reg-mark-right-mid2: C M K — [1479, 1180, 1491, 1219]
sudoku-cell[interactable] — [1315, 1791, 1344, 1820]
answer-cell: 6 — [1360, 1982, 1381, 2001]
answer-cell: 8 — [1340, 2019, 1361, 2038]
answer-cell: 1 — [1298, 2075, 1319, 2094]
sudoku-cell[interactable] — [1403, 1703, 1432, 1732]
sudoku-cell[interactable] — [1197, 1703, 1226, 1732]
poem — [81, 61, 359, 157]
answer-cell: 2 — [1381, 2001, 1402, 2020]
bottom-story-col-1: ମିଟର୍ଡ଼ି ଚିଡ଼ିଆଖାନାରେ ଅବସ୍ଥାପିତ ପଶୁଶାଳାରେ ଗୋଟିଏ ଯୋଡ଼ା ମାକାଓ ରହିଥିଲେ । ସେମାନେ ସର୍ବଦା ଏକାଠି ରହୁଥିଲେ, ଏକାଠି ଖାଉଥିଲେ ଓ ଏକାଠି ଉଡ଼ୁଥିଲେ । ମାକାଓ ପକ୍ଷୀ ଜୀବନସାରା ଗୋଟିଏ ସାଥୀ ସହ ରହେ । ଦିନେ ହଠାତ୍ ଗୋଟିଏ ମାକାଓର ମୃତ୍ୟୁ ହେଲା । ଅନ୍ୟ ମାକାଓଟି ଖାଇବା ଛାଡ଼ିଦେଲା ଓ ଦିନ ଦିନ ଦୁର୍ବଳ ହୋଇଗଲା । ଚିଡ଼ିଆଖାନା କର୍ତ୍ତୃପକ୍ଷ ନୂଆ ସାଥୀ ଆଣି ରଖିଲେ, କିନ୍ତୁ ସେ ତାକୁ ଗ୍ରହଣ କଲା ନାହିଁ । ଅଳ୍ପ ଦିନ ପରେ ସେହି ମାକାଓଟି ମଧ୍ୟ ମୃତ୍ୟୁବରଣ କଲା । ପକ୍ଷୀ ବିଶେଷଜ୍ଞଙ୍କ ମତରେ ମାକାଓର ସାଥୀ ପ୍ରତି ଏତେ ଗଭୀର ଆସକ୍ତି ରହେ ଯେ ସାଥୀକୁ ହରାଇଲେ ସେ ଆଉ ବଞ୍ଚିପାରେ ନାହିଁ । — [40, 1831, 365, 1955]
answer-cell: 4 — [1381, 2019, 1402, 2038]
sudoku-cell[interactable] — [1344, 1791, 1373, 1820]
reg-mark-right-bottom: C M K — [1479, 2150, 1491, 2189]
article3-sign: ଶ୍ରୀଲକ୍ଷ୍ମୀ କୁମାର ମହାନ୍ତି, ହାତୀପୁରୁ, ବିରିଡ଼ି ରୋଡ଼, କେନ୍ଦ୍ରାପଡ଼ା — [1195, 986, 1470, 999]
sudoku-cell[interactable]: 8 — [1373, 1615, 1402, 1644]
email-advt[interactable]: E-mail: advt@dharitri.com — [1195, 1292, 1345, 1307]
answer-cell: 6 — [1402, 2019, 1423, 2038]
reg-mark-right-mid: C M K — [1479, 1000, 1491, 1039]
answer-cell: 5 — [1340, 2057, 1361, 2076]
poem-line: ନିଶାର ମାଲଜରା ଫୁଟାଇ ନବ କଥା — [81, 94, 223, 107]
sudoku-cell[interactable] — [1285, 1703, 1314, 1732]
sudoku-cell[interactable]: 4 — [1403, 1644, 1432, 1673]
answer-cell: 5 — [1298, 2019, 1319, 2038]
bottom-story-col-3: ସଙ୍କଟର ସମୟରେ ହିଁ ସମ୍ପର୍କର ପ୍ରକୃତ ପରୀକ୍ଷା ହୁଏ । ଆମ ସମାଜରେ ଜନ୍ମଲୁଚି ହେଉଥିବା ସମ୍ପର୍କ ଓ ମୂଲ୍ୟବୋଧକୁ ରକ୍ଷା କରିବା ଆମ ସମସ୍ତଙ୍କ ଦାୟିତ୍ୱ । ମାକାଓ ପରି ନିଷ୍ଠାବାନ ହେବା ଆମର ଲକ୍ଷ୍ୟ ହେଉ । — [715, 2013, 1055, 2053]
pathaka-header — [1070, 8, 1470, 58]
sudoku-cell[interactable] — [1403, 1820, 1432, 1849]
sudoku-cell[interactable] — [1227, 1644, 1256, 1673]
envelope-icon — [1072, 10, 1142, 56]
answer-cell: 3 — [1402, 2057, 1423, 2076]
sudoku-cell[interactable] — [1315, 1820, 1344, 1849]
sudoku-cell[interactable] — [1197, 1644, 1226, 1673]
left-story-col-2: ଅର୍ଥାତ୍ ୬ ବର୍ଷ ଅନ୍ତରରେ ବୃହସ୍ପତି ମେଷ, କର୍କଟ, ତୁଳା, ଧନୁ ଓ କୁମ୍ଭ ରାଶିରେ ଗୋଚର କରନ୍ତି । ଏହି ପ୍ରତ୍ୟେକ ଗୋଚରର ଭିନ୍ନ ଭିନ୍ନ ମହତ୍ତ୍ୱ ରହିଛି । ଶାସ୍ତ୍ରରେ ସିଂହସ୍ଥ ବୃହସ୍ପତିଙ୍କୁ ବିଶେଷ ମାନ୍ୟତା ଦିଆଯାଇଛି । ଏହି ସମୟରେ ଗୋଦାବରୀ ନଦୀ ତଟରେ ପୁଷ୍କର ମେଳା ଆୟୋଜିତ ହୁଏ । ଲକ୍ଷ ଲକ୍ଷ ଭକ୍ତ ସେଠାରେ ପବିତ୍ର ସ୍ନାନ କରି ପିତୃପୁରୁଷଙ୍କ ଉଦ୍ଦେଶ୍ୟରେ ତର୍ପଣ କରନ୍ତି । ନାସିକ ଓ ତ୍ର୍ୟମ୍ବକେଶ୍ୱରରେ କୁମ୍ଭ ମେଳା ମଧ୍ୟ ଏହି ଯୋଗରେ ଅନୁଷ୍ଠିତ ହୁଏ । ବୃହସ୍ପତି ଓ ସୂର୍ଯ୍ୟ ଉଭୟ ସତ୍ତ୍ୱଗୁଣୀ ଗ୍ରହ । ଏମାନଙ୍କ ମିଳନ ଧର୍ମ ଓ ଆଧ୍ୟାତ୍ମିକତାର ବିକାଶ ଘଟାଏ । ସମାଜରେ ନୈତିକ ମୂଲ୍ୟବୋଧ ପ୍ରତି ଲୋକଙ୍କ ଆଗ୍ରହ ବଢ଼େ ବୋଲି ଜ୍ୟୋତିଷ ଶାସ୍ତ୍ରରେ ଉଲ୍ଲେଖ ରହିଛି । ଅଷ୍ଟମ ଶତାବ୍ଦୀର ଆଦି ଶଙ୍କରାଚାର୍ଯ୍ୟ ମଧ୍ୟ ଏହି ଯୋଗର ମହତ୍ତ୍ୱ ବିଷୟରେ ଉଲ୍ଲେଖ କରିଛନ୍ତି । ବିଭିନ୍ନ ମଠ ଓ ଆଶ୍ରମରେ ଏହି ସମୟରେ ବେଦପାଠ ଓ ଯଜ୍ଞ ଅନୁଷ୍ଠିତ ହୁଏ । ଗ୍ରହ-ନକ୍ଷତ୍ରର ଗତି ମଣିଷ ଜୀବନ ଉପରେ ପ୍ରଭାବ ପକାଏ ବୋଲି ଭାରତୀୟ ପରମ୍ପରାରେ ବିଶ୍ୱାସ କରାଯାଏ । କିନ୍ତୁ ଆଧୁନିକ ବିଜ୍ଞାନ ଏହାକୁ ସମ୍ପୂର୍ଣ୍ଣ ଭାବେ ସ୍ୱୀକାର କରେ ନାହିଁ । ଯାହା ହେଉ, ଧାର୍ମିକ ଓ ସାଂସ୍କୃତିକ ଦୃଷ୍ଟିରୁ ଏହି ଯୋଗର ମହତ୍ତ୍ୱ ଅସ୍ୱୀକାର କରିହେବ ନାହିଁ । ଏହା ଭାରତୀୟ ସଂସ୍କୃତିର ଏକ ଅବିଚ୍ଛେଦ୍ୟ ଅଂଶ । — [375, 826, 705, 1076]
sudoku-cell[interactable]: 4 — [1227, 1674, 1256, 1703]
bottom-story-contact: ମୋ: ୯୮୬୮୦୪୦୪୬୭ — [967, 2108, 1055, 2120]
answer-cell: 4 — [1360, 2057, 1381, 2076]
contact-line: କେବଳ ସମ୍ପାଦକୀୟ, ଖବର ଓ ଖବର ପାଇଁ ବ୍ୟବହାର କରନ୍ତୁ — [1140, 1233, 1400, 1246]
answer-cell: 7 — [1298, 1926, 1319, 1945]
magenta-dot — [718, 2239, 732, 2253]
sudoku-cell[interactable] — [1344, 1703, 1373, 1732]
sudoku-cell[interactable] — [1256, 1674, 1285, 1703]
answer-cell: 1 — [1360, 1945, 1381, 1964]
email-editor-note: (Use only for leters to Editor, news & news photos) — [1135, 1262, 1405, 1276]
page-number: 23 — [1440, 2190, 1452, 2200]
brand-su: su — [1078, 1552, 1111, 1582]
sudoku-cell[interactable] — [1403, 1615, 1432, 1644]
brand-do: do — [1110, 1552, 1148, 1582]
sudoku-cell[interactable]: 6 — [1315, 1703, 1344, 1732]
sudoku-cell[interactable] — [1315, 1732, 1344, 1761]
sudoku-answer-label: ଗତକାଲି ପ୍ରକାଶିତ ସମାଧାନ ପାଇଁ ସମାଧାନ — [1268, 2100, 1437, 2111]
reg-mark-left-mid: C M K — [7, 1030, 19, 1069]
sparrow-caption: ଘରଚଟିଆ — [861, 1993, 909, 2007]
answer-cell: 5 — [1360, 2001, 1381, 2020]
answer-cell: 6 — [1319, 2038, 1340, 2057]
sudoku-cell[interactable]: 3 — [1315, 1615, 1344, 1644]
answer-cell: 5 — [1423, 1982, 1444, 2001]
sudoku-cell[interactable] — [1403, 1762, 1432, 1791]
answer-cell: 3 — [1298, 2038, 1319, 2057]
answer-cell: 7 — [1402, 1945, 1423, 1964]
sudoku-cell[interactable] — [1227, 1850, 1256, 1879]
gray-swatch — [425, 2240, 443, 2252]
sudoku-cell[interactable] — [1227, 1820, 1256, 1849]
contact-line: ସମ୍ପାଦକ, ଧରିତ୍ରୀ, — [1226, 1203, 1314, 1216]
article3-title: ଦରଦାମ ନିୟନ୍ତ୍ରଣ — [1070, 768, 1470, 802]
answer-cell: 7 — [1423, 2001, 1444, 2020]
answer-cell: 8 — [1256, 2001, 1277, 2020]
sudoku-cell[interactable] — [1315, 1850, 1344, 1879]
poem-line: ପ୍ରଭାତେ ନିତି ଯେଉଁ ଫୁଟାଅ ବାଣୀ — [81, 78, 226, 91]
answer-cell: 5 — [1381, 2075, 1402, 2094]
sudoku-cell[interactable]: 9 — [1256, 1615, 1285, 1644]
poem-line: ଆଶାର ଆଲୋକର ମିଳନ ଗାଥା — [81, 110, 210, 123]
sudoku-cell[interactable] — [1285, 1791, 1314, 1820]
answer-cell: 2 — [1256, 1945, 1277, 1964]
black-dot — [337, 2239, 351, 2253]
reg-mark-right-top: C M K — [1479, 60, 1491, 99]
answer-cell: 3 — [1277, 1945, 1298, 1964]
sudoku-cell[interactable] — [1344, 1732, 1373, 1761]
answer-cell: 3 — [1402, 1963, 1423, 1982]
answer-cell: 8 — [1402, 1926, 1423, 1945]
sudoku-cell[interactable] — [1256, 1762, 1285, 1791]
sudoku-rules-text: ସୁ–ଡୋ–କୁ ରେ ଦଶ ଅଙ୍କ ବିଶିଷ୍ଟ ଖେଳ ନିୟମ ଖେଳରେ ପ୍ରତ୍ୟେକ ଧାଡ଼ି ଓ ସ୍ତମ୍ଭରେ ୧ ରୁ ୯ ଯାଏ ଅଙ୍କ ରହିବ । — [1070, 1926, 1240, 1965]
email-editor[interactable]: E-mail: dharitripress@gmail.com — [1175, 1247, 1365, 1262]
editorial-headline: ପ୍ରତ୍ୟାହୃତ ରାୟ — [473, 70, 957, 156]
pachisha-date: ୧୪ ଜୁଲାଇ — [1392, 1426, 1447, 1442]
contact-box — [1070, 1180, 1470, 1380]
answer-cell: 9 — [1277, 2075, 1298, 2094]
yellow-dot — [1214, 2239, 1228, 2253]
poem-line: (ରୂପକ ଗୁଚ୍ଛ) — [141, 142, 202, 155]
quote-strip — [375, 8, 1055, 58]
answer-cell: 6 — [1381, 1963, 1402, 1982]
sudoku-answer-caption: ଗତ ଥରର ଆସରାଜାଲୀ ପ୍ରକାଶ ପାଇବ — [1186, 1900, 1354, 1913]
sudoku-cell[interactable] — [1344, 1615, 1373, 1644]
cyan-dot — [700, 2239, 714, 2253]
sudoku-cell[interactable] — [1168, 1850, 1197, 1879]
yellow-dot — [319, 2239, 333, 2253]
reg-mark-left-top: C M K — [7, 60, 19, 99]
sudoku-cell[interactable] — [1344, 1762, 1373, 1791]
answer-cell: 7 — [1423, 2057, 1444, 2076]
sudoku-cell[interactable] — [1197, 1791, 1226, 1820]
sudoku-cell[interactable] — [1373, 1791, 1402, 1820]
answer-cell: 6 — [1256, 2057, 1277, 2076]
article3-body: ଗତ ଦଶ ବର୍ଷ ଧରି ଦେଶରେ ଦରଦାମ କ୍ରମାଗତ ଭାବେ ବୃଦ୍ଧି ପାଉଛି । ଅତ୍ୟାବଶ୍ୟକୀୟ ଜିନିଷର ଦର ସାଧାରଣ ଲୋକଙ୍କ ନାଗାଳ ବାହାରକୁ ଚାଲିଗଲାଣି । ମଧ୍ୟବିତ୍ତ ଓ ଗରିବ ପରିବାର ସବୁଠାରୁ ଅଧିକ କ୍ଷତିଗ୍ରସ୍ତ ହେଉଛନ୍ତି । କଳାବଜାରୀ ଓ ମହଜୁଦଦାରଙ୍କ ବିରୋଧରେ କଡ଼ା କାର୍ଯ୍ୟାନୁଷ୍ଠାନ ନେବା ଆବଶ୍ୟକ । ସରକାର ଦରଦାମ ନିୟନ୍ତ୍ରଣ ପାଇଁ ବଜାର ଉପରେ ନଜର ରଖନ୍ତୁ ଓ ଯୋଗାଣ ବ୍ୟବସ୍ଥା ସୁଦୃଢ଼ କରନ୍ତୁ । — [1070, 803, 1470, 871]
black-dot — [754, 2239, 768, 2253]
answer-cell: 7 — [1256, 2075, 1277, 2094]
sudoku-header — [1070, 1550, 1470, 1600]
gray-swatch — [125, 2240, 143, 2252]
answer-cell: 6 — [1277, 1926, 1298, 1945]
bullet-item: ● ଶ୍ରୀଲଙ୍କାର ନାରାୟଣପୁରୁ ମଣିକର ଅଭ୍ୟନ୍ତରରେ ୧୭ ନିହତ — [1070, 1515, 1341, 1528]
dharitri-logo: ଧରିତ୍ରୀ — [1071, 1401, 1151, 1489]
pachisha-bullets — [1070, 1498, 1470, 1530]
answer-cell: 1 — [1340, 1982, 1361, 2001]
